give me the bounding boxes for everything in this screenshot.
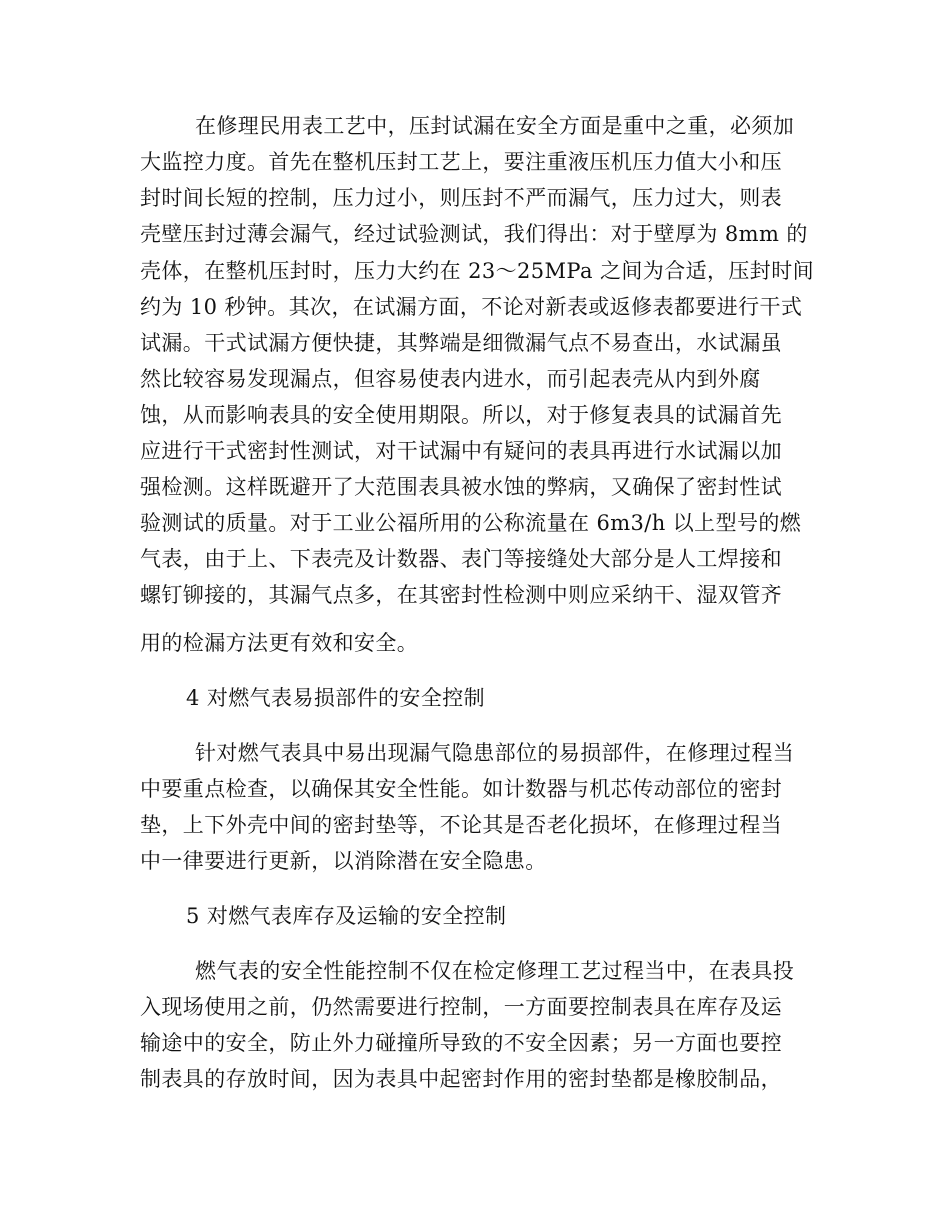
paragraph-line: 针对燃气表具中易出现漏气隐患部位的易损部件，在修理过程当	[195, 741, 795, 765]
paragraph-line: 中要重点检查，以确保其安全性能。如计数器与机芯传动部位的密封	[140, 777, 782, 801]
paragraph-line: 气表，由于上、下表壳及计数器、表门等接缝处大部分是人工焊接和	[140, 547, 782, 571]
paragraph-line: 在修理民用表工艺中，压封试漏在安全方面是重中之重，必须加	[195, 114, 795, 138]
paragraph-line: 入现场使用之前，仍然需要进行控制，一方面要控制表具在库存及运	[140, 995, 782, 1019]
paragraph-line: 壳壁压封过薄会漏气，经过试验测试，我们得出：对于壁厚为 8mm 的	[140, 222, 808, 246]
paragraph-line: 螺钉铆接的，其漏气点多，在其密封性检测中则应采纳干、湿双管齐	[140, 583, 782, 607]
paragraph-line: 中一律要进行更新，以消除潜在安全隐患。	[140, 849, 547, 873]
paragraph-line: 强检测。这样既避开了大范围表具被水蚀的弊病，又确保了密封性试	[140, 475, 782, 499]
paragraph-line: 用的检漏方法更有效和安全。	[140, 631, 419, 655]
paragraph-line: 壳体，在整机压封时，压力大约在 23～25MPa 之间为合适，压封时间	[140, 259, 815, 283]
paragraph-line: 应进行干式密封性测试，对干试漏中有疑问的表具再进行水试漏以加	[140, 439, 782, 463]
paragraph-line: 垫，上下外壳中间的密封垫等，不论其是否老化损坏，在修理过程当	[140, 813, 782, 837]
paragraph-line: 约为 10 秒钟。其次，在试漏方面，不论对新表或返修表都要进行干式	[140, 295, 803, 319]
section-heading: 4 对燃气表易损部件的安全控制	[186, 686, 486, 710]
paragraph-line: 试漏。干式试漏方便快捷，其弊端是细微漏气点不易查出，水试漏虽	[140, 331, 782, 355]
section-heading: 5 对燃气表库存及运输的安全控制	[186, 904, 507, 928]
paragraph-line: 输途中的安全，防止外力碰撞所导致的不安全因素；另一方面也要控	[140, 1031, 782, 1055]
paragraph-line: 燃气表的安全性能控制不仅在检定修理工艺过程当中，在表具投	[195, 959, 795, 983]
paragraph-line: 验测试的质量。对于工业公福所用的公称流量在 6m3/h 以上型号的燃	[140, 511, 802, 535]
paragraph-line: 制表具的存放时间，因为表具中起密封作用的密封垫都是橡胶制品，	[140, 1067, 782, 1091]
paragraph-line: 封时间长短的控制，压力过小，则压封不严而漏气，压力过大，则表	[140, 186, 782, 210]
paragraph-line: 蚀，从而影响表具的安全使用期限。所以，对于修复表具的试漏首先	[140, 403, 782, 427]
paragraph-line: 然比较容易发现漏点，但容易使表内进水，而引起表壳从内到外腐	[140, 367, 761, 391]
paragraph-line: 大监控力度。首先在整机压封工艺上，要注重液压机压力值大小和压	[140, 150, 782, 174]
